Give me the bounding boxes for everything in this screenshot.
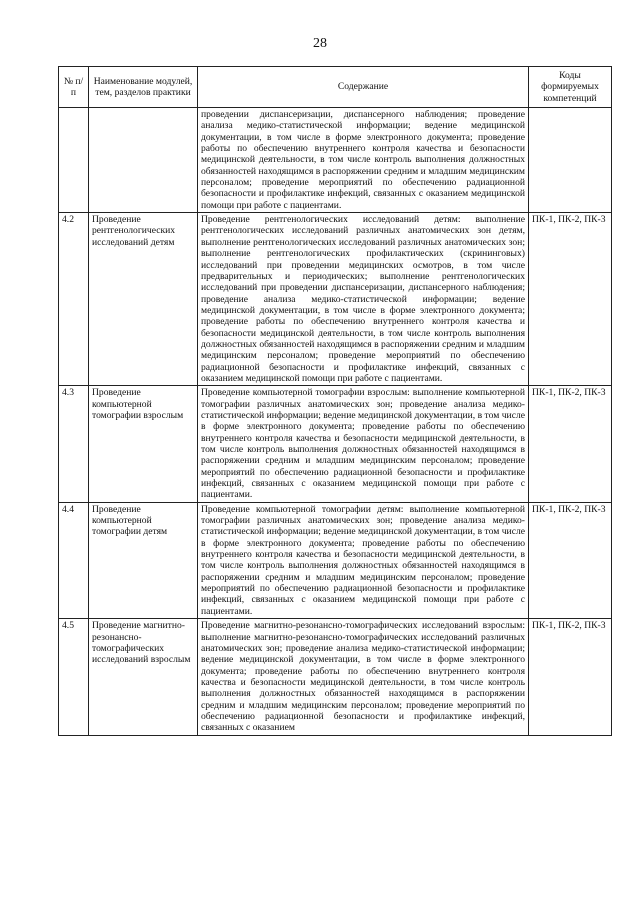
- row-competency-codes: ПК-1, ПК-2, ПК-3: [529, 213, 612, 386]
- table-row: [59, 108, 612, 213]
- row-content: Проведение рентгенологических исследований детям: выполнение рентгенологических исследований различных анатомических зон детям, выполнение рентгенологических исследований различных анатомических зон; выполнение рентгенологических профилактических (скрининговых) исследований при проведении медицинских осмотров, в том числе предварительных и периодических; выполнение рентгенологических исследований при проведении диспансеризации, диспансерного наблюдения; проведение анализа медико-статистической информации; ведение медицинской документации, в том числе в форме электронного документа; проведение работы по обеспечению внутреннего контроля качества и безопасности медицинской деятельности, в том числе контроль выполнения должностных обязанностей находящимся в распоряжении средним и младшим медицинским персоналом; проведение мероприятий по обеспечению радиационной безопасности и профилактике инфекций, связанных с оказанием медицинской помощи при работе с пациентами.: [198, 213, 529, 386]
- header-module-name: Наименование модулей, тем, разделов практики: [89, 67, 198, 108]
- row-number: 4.3: [59, 386, 89, 502]
- row-number: 4.5: [59, 619, 89, 735]
- table-row: [59, 386, 612, 502]
- row-module-name: Проведение рентгенологических исследований детям: [89, 213, 198, 386]
- table-row: [59, 619, 612, 735]
- row-module-name: Проведение компьютерной томографии детям: [89, 502, 198, 618]
- practice-modules-table: [58, 66, 612, 736]
- row-module-name: Проведение магнитно-резонансно-томографических исследований взрослым: [89, 619, 198, 735]
- header-competency-codes: Коды формируемых компетенций: [529, 67, 612, 108]
- row-module-name: Проведение компьютерной томографии взрослым: [89, 386, 198, 502]
- row-competency-codes: ПК-1, ПК-2, ПК-3: [529, 502, 612, 618]
- table-row: [59, 502, 612, 618]
- row-competency-codes: ПК-1, ПК-2, ПК-3: [529, 619, 612, 735]
- table-header-row: [59, 67, 612, 108]
- header-number: № п/п: [59, 67, 89, 108]
- row-module-name: [89, 108, 198, 213]
- page-number: 28: [313, 36, 327, 51]
- row-competency-codes: [529, 108, 612, 213]
- header-content: Содержание: [198, 67, 529, 108]
- row-number: 4.2: [59, 213, 89, 386]
- table-row: [59, 213, 612, 386]
- row-content: Проведение магнитно-резонансно-томографических исследований взрослым: выполнение магнитно-резонансно-томографических исследований различных анатомических зон; проведение анализа медико-статистической информации; ведение медицинской документации, в том числе в форме электронного документа; проведение работы по обеспечению внутреннего контроля качества и безопасности медицинской деятельности, в том числе контроль выполнения должностных обязанностей находящимся в распоряжении средним и младшим медицинским персоналом; проведение мероприятий по обеспечению радиационной безопасности и профилактике инфекций, связанных с оказанием: [198, 619, 529, 735]
- row-number: 4.4: [59, 502, 89, 618]
- row-number: [59, 108, 89, 213]
- row-content: Проведение компьютерной томографии детям: выполнение компьютерной томографии различных анатомических зон; проведение анализа медико-статистической информации; ведение медицинской документации, в том числе в форме электронного документа; проведение работы по обеспечению внутреннего контроля качества и безопасности медицинской деятельности, в том числе контроль выполнения должностных обязанностей находящимся в распоряжении средним и младшим медицинским персоналом; проведение мероприятий по обеспечению радиационной безопасности и профилактике инфекций, связанных с оказанием медицинской помощи при работе с пациентами.: [198, 502, 529, 618]
- row-content: Проведение компьютерной томографии взрослым: выполнение компьютерной томографии различных анатомических зон; проведение анализа медико-статистической информации; ведение медицинской документации, в том числе в форме электронного документа; проведение работы по обеспечению внутреннего контроля качества и безопасности медицинской деятельности, в том числе контроль выполнения должностных обязанностей находящимся в распоряжении средним и младшим медицинским персоналом; проведение мероприятий по обеспечению радиационной безопасности и профилактике инфекций, связанных с оказанием медицинской помощи при работе с пациентами.: [198, 386, 529, 502]
- row-competency-codes: ПК-1, ПК-2, ПК-3: [529, 386, 612, 502]
- row-content: проведении диспансеризации, диспансерного наблюдения; проведение анализа медико-статистической информации; ведение медицинской документации, в том числе в форме электронного документа; проведение работы по обеспечению внутреннего контроля качества и безопасности медицинской деятельности, в том числе контроль выполнения должностных обязанностей находящимся в распоряжении средним и младшим медицинским персоналом; проведение мероприятий по обеспечению радиационной безопасности и профилактике инфекций, связанных с оказанием медицинской помощи при работе с пациентами.: [198, 108, 529, 213]
